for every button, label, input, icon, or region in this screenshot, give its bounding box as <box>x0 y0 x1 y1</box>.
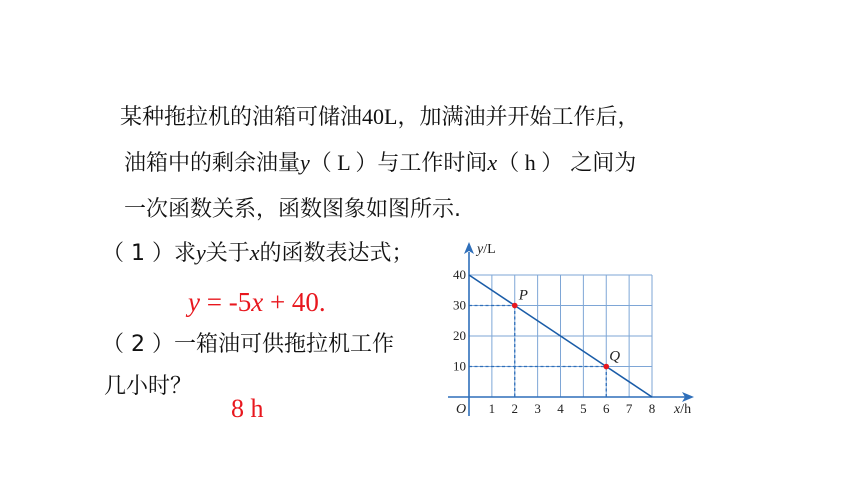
point-p-marker <box>512 303 518 309</box>
intro-text: 与工作时间 <box>377 151 488 176</box>
unit-hour: （ h ） <box>497 150 564 175</box>
x-tick-label: 8 <box>648 401 656 416</box>
answer-var-x: x <box>251 287 264 317</box>
y-tick-label: 30 <box>453 297 466 313</box>
x-tick-label: 7 <box>625 401 633 416</box>
y-tick-label: 40 <box>453 267 466 282</box>
x-tick-label: 4 <box>557 401 564 416</box>
x-tick-label: 2 <box>511 401 518 416</box>
capacity-value: 40L <box>362 104 398 129</box>
answer-2: 8 h <box>231 394 264 423</box>
unit-litre: （ L ） <box>309 150 378 175</box>
question-text: （ 1 ）求 <box>102 241 196 266</box>
intro-text: 某种拖拉机的油箱可储油 <box>120 105 363 130</box>
point-q-label: Q <box>609 348 621 365</box>
intro-text: 之间为 <box>563 151 637 176</box>
x-axis-title: x/h <box>674 402 692 417</box>
intro-text: 油箱中的剩余油量 <box>124 151 301 176</box>
variable-x: x <box>487 150 498 175</box>
point-q-marker <box>603 364 609 370</box>
question-2-line-1: （ 2 ）一箱油可供拖拉机工作 <box>102 332 394 357</box>
intro-text: ，加满油并开始工作后， <box>397 105 640 130</box>
variable-y: y <box>300 150 310 175</box>
answer-var-y: y <box>188 287 200 317</box>
y-tick-label: 10 <box>453 358 466 374</box>
x-tick-label: 3 <box>534 401 541 416</box>
variable-y: y <box>195 240 206 265</box>
x-tick-label: 1 <box>488 401 496 416</box>
question-text: 的函数表达式； <box>259 241 414 266</box>
point-p-label: P <box>518 287 528 304</box>
answer-coeff: = -5 <box>199 287 252 317</box>
answer-const: + 40. <box>263 287 326 317</box>
origin-label: O <box>455 402 467 417</box>
x-tick-label: 6 <box>603 401 610 416</box>
x-tick-label: 5 <box>580 401 587 416</box>
y-axis-title: y/L <box>477 242 496 257</box>
question-text: 关于 <box>205 241 250 266</box>
variable-x: x <box>249 240 260 265</box>
intro-line-3: 一次函数关系，函数图象如图所示. <box>124 197 461 222</box>
question-2-line-2: 几小时？ <box>104 374 193 399</box>
y-tick-label: 20 <box>453 328 466 343</box>
